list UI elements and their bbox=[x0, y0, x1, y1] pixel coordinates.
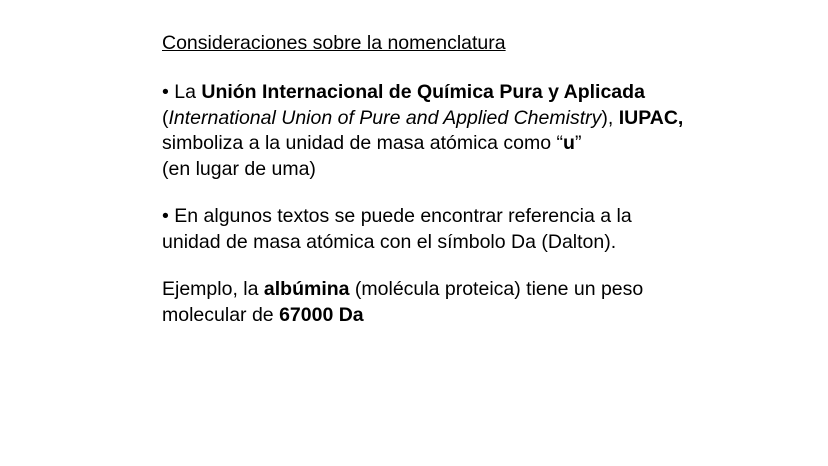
paren-close: ), bbox=[601, 106, 619, 129]
molecular-weight-value: 67000 Da bbox=[279, 303, 364, 326]
bullet-marker-1: • La bbox=[162, 81, 202, 103]
paragraph-dalton bbox=[162, 204, 782, 255]
paragraph-iupac-line-4: (en lugar de uma) bbox=[162, 157, 316, 180]
spacer-after-title bbox=[162, 56, 782, 80]
paragraph-iupac-line-1 bbox=[162, 80, 782, 106]
example-detail-text: (molécula proteica) tiene un peso bbox=[349, 278, 644, 300]
paragraph-example bbox=[162, 277, 782, 328]
paragraph-iupac-line-2 bbox=[162, 106, 782, 132]
molecular-weight-label: molecular de bbox=[162, 303, 280, 326]
paragraph-iupac-line-3 bbox=[162, 131, 782, 157]
paragraph-example-line-1 bbox=[162, 277, 782, 303]
paragraph-dalton-line-2: unidad de masa atómica con el símbolo Da (Dalton). bbox=[162, 230, 617, 253]
spacer-between-paragraphs-1 bbox=[162, 182, 782, 204]
quote-close: ” bbox=[574, 132, 582, 154]
paren-open: ( bbox=[162, 106, 169, 129]
paragraph-dalton-line-1: • En algunos textos se puede encontrar referencia a la bbox=[162, 205, 632, 227]
iupac-name-english: International Union of Pure and Applied Chemistry bbox=[168, 106, 602, 129]
iupac-acronym: IUPAC, bbox=[618, 106, 684, 129]
paragraph-iupac bbox=[162, 80, 782, 182]
spacer-between-paragraphs-2 bbox=[162, 255, 782, 277]
symbol-u: u bbox=[563, 132, 575, 154]
iupac-name-spanish: Unión Internacional de Química Pura y Aplicada bbox=[201, 81, 645, 103]
example-intro-text: Ejemplo, la bbox=[162, 278, 264, 300]
paragraph-example-line-2 bbox=[162, 303, 782, 329]
symbol-intro-text: simboliza a la unidad de masa atómica como “ bbox=[162, 132, 564, 154]
slide-content bbox=[162, 30, 782, 328]
albumin-term: albúmina bbox=[263, 278, 350, 300]
slide-title: Consideraciones sobre la nomenclatura bbox=[162, 32, 506, 54]
